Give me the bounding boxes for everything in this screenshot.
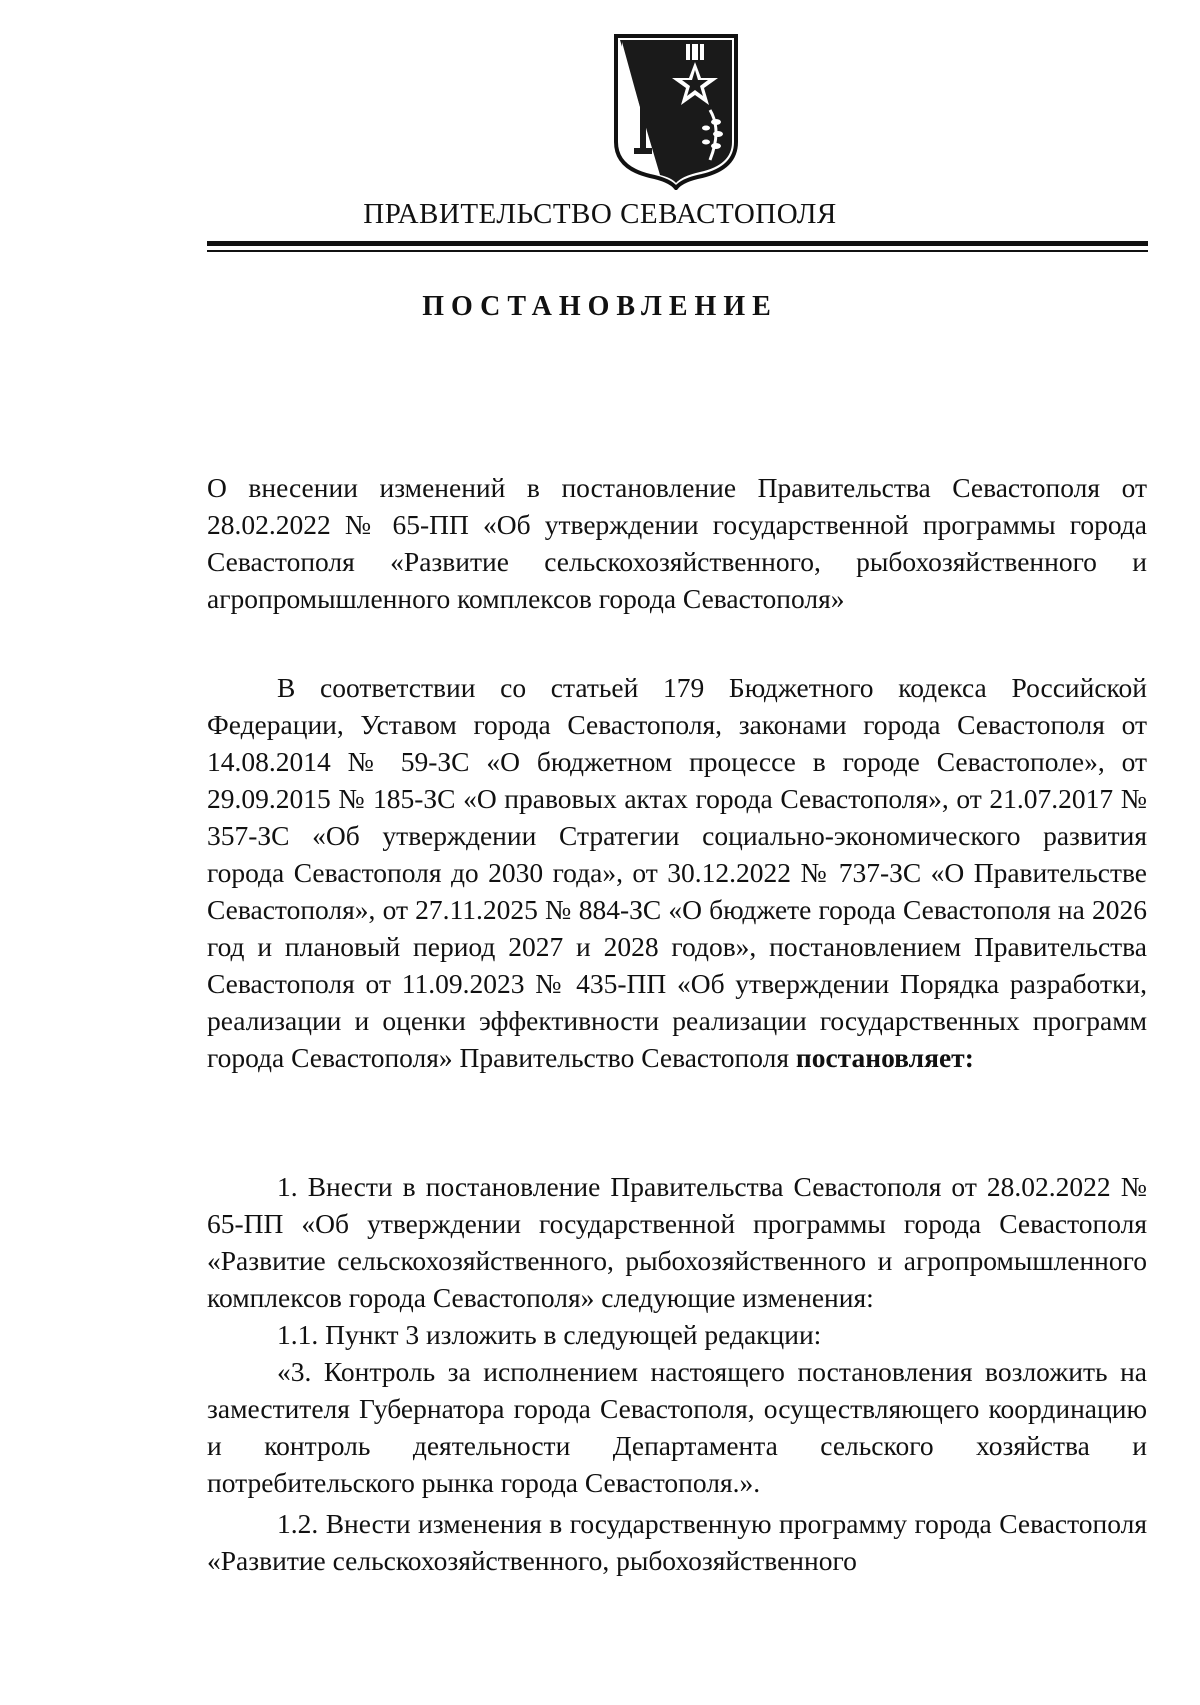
subject-text: О внесении изменений в постановление Правительства Севастополя от 28.02.2022 № 65-ПП «Об утверждении государственной программы города Севастополя «Развитие сельскохозяйственного, рыбохозяйственного и агропромышленного комплексов города Севастополя» <box>207 472 1147 614</box>
preamble-paragraph <box>207 669 1147 1076</box>
item-1-2: 1.2. Внести изменения в государственную программу города Севастополя «Развитие сельскохозяйственного, рыбохозяйственного <box>207 1508 1147 1576</box>
item-1-1: 1.1. Пункт 3 изложить в следующей редакции: <box>277 1319 822 1350</box>
item-1-1-quote: «3. Контроль за исполнением настоящего постановления возложить на заместителя Губернатора города Севастополя, осуществляющего координацию и контроль деятельности Департамента сельского хозяйства и потребительского рынка города Севастополя.». <box>207 1356 1147 1498</box>
sevastopol-coat-of-arms-icon <box>610 30 742 190</box>
decree-word: постановляет: <box>795 1042 974 1073</box>
item-1: 1. Внести в постановление Правительства Севастополя от 28.02.2022 № 65-ПП «Об утверждении государственной программы города Севастополя «Развитие сельскохозяйственного, рыбохозяйственного и агропромышленного комплексов города Севастополя» следующие изменения: <box>207 1171 1147 1313</box>
document-subject <box>207 469 1147 617</box>
preamble-text: В соответствии со статьей 179 Бюджетного кодекса Российской Федерации, Уставом города Севастополя, законами города Севастополя от 14.08.2014 № 59-ЗС «О бюджетном процессе в городе Севастополе», от 29.09.2015 № 185-ЗС «О правовых актах города Севастополя», от 21.07.2017 № 357-ЗС «Об утверждении Стратегии социально-экономического развития города Севастополя до 2030 года», от 30.12.2022 № 737-ЗС «О Правительстве Севастополя», от 27.11.2025 № 884-ЗС «О бюджете города Севастополя на 2026 год и плановый период 2027 и 2028 годов», постановлением Правительства Севастополя от 11.09.2023 № 435-ПП «Об утверждении Порядка разработки, реализации и оценки эффективности реализации государственных программ города Севастополя» Правительство Севастополя <box>207 672 1147 1073</box>
preamble <box>207 669 1147 1076</box>
organization-title: ПРАВИТЕЛЬСТВО СЕВАСТОПОЛЯ <box>363 198 837 230</box>
header-rule-thin <box>207 250 1148 252</box>
document-type-heading: ПОСТАНОВЛЕНИЕ <box>422 291 778 322</box>
decree-items <box>207 1168 1147 1579</box>
header-rule-thick <box>207 241 1148 246</box>
